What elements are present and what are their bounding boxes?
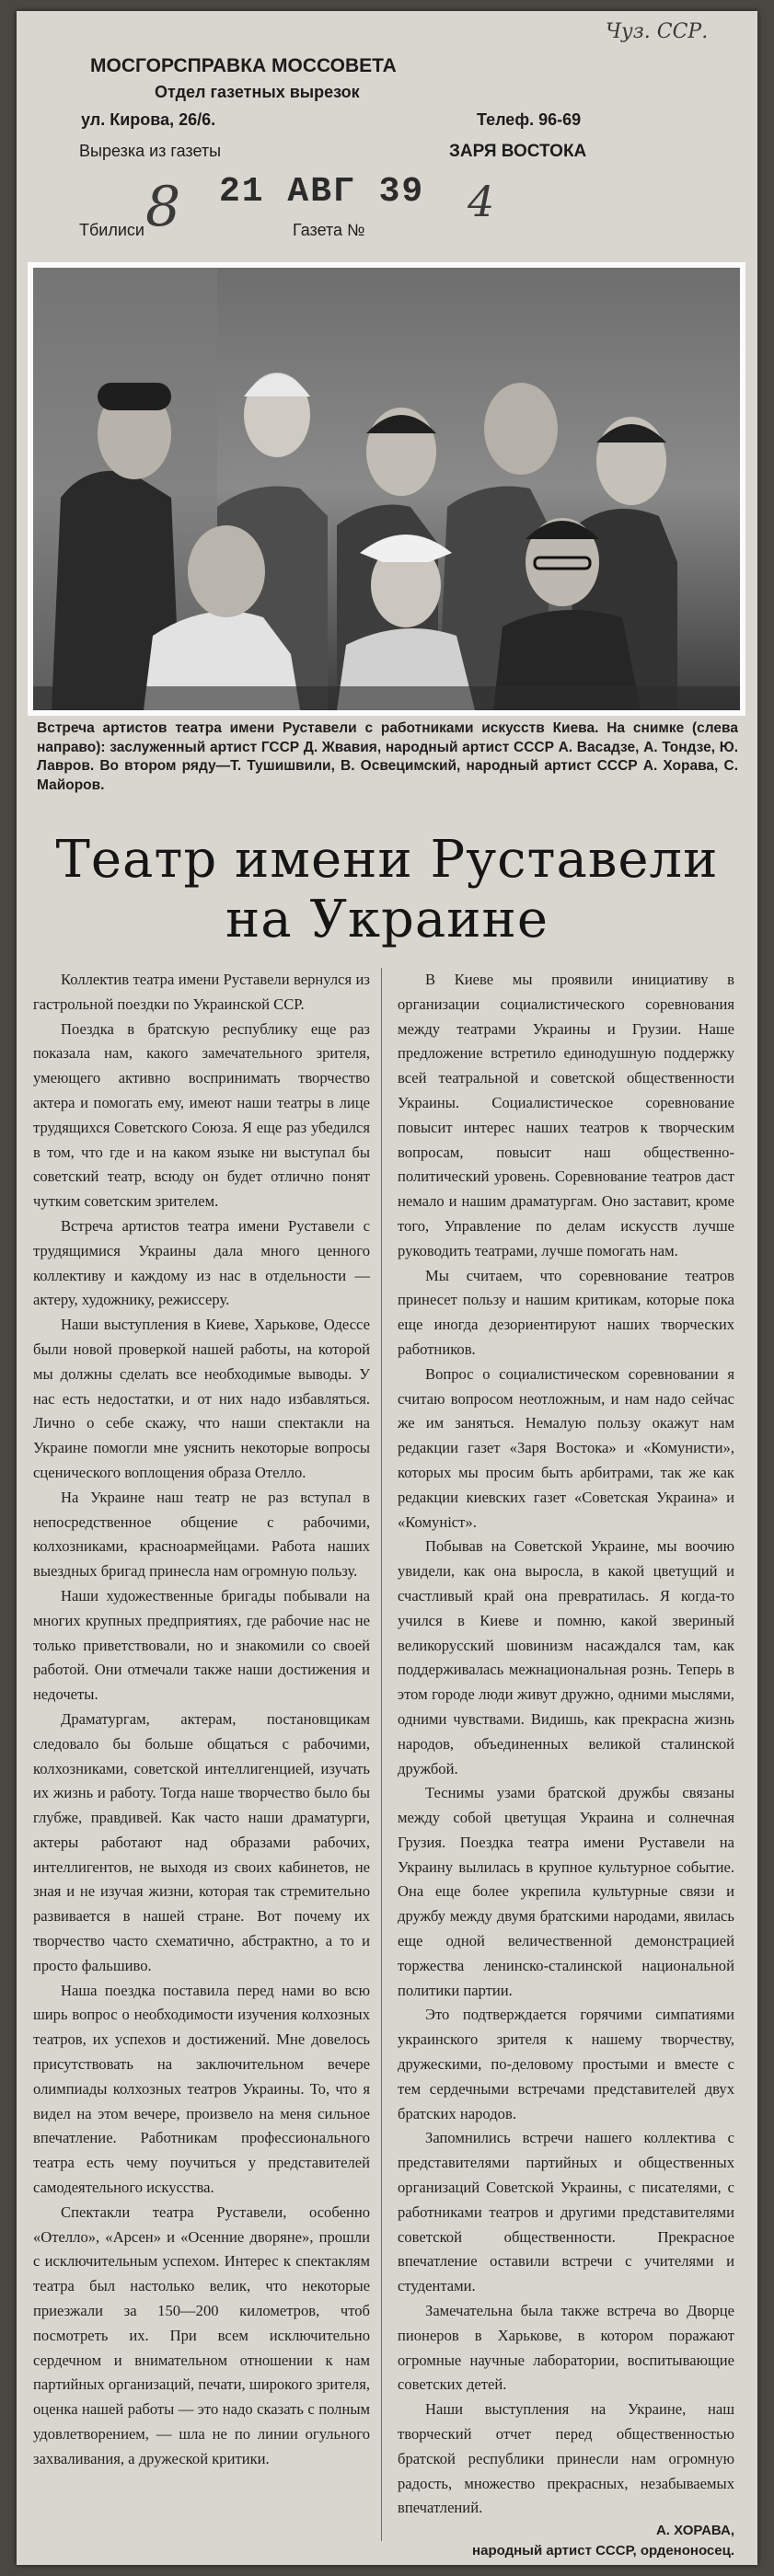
handwritten-corner-note: Чуз. ССР. (606, 20, 709, 43)
paragraph: Замечательна была также встреча во Дворце пионеров в Харькове, в котором поражают огромные научные лаборатории, воспитывающие советских детей. (398, 2302, 734, 2394)
bureau-name: МОСГОРСПРАВКА МОССОВЕТА (90, 55, 397, 76)
paragraph: Встреча артистов театра имени Руставели с трудящимися Украины дала много ценного коллективу и каждому из нас в отдельности — актеру, художнику, режиссеру. (33, 1216, 370, 1309)
paragraph: Наши выступления на Украине, наш творческий отчет перед общественностью братской республики принесли нам огромную радость, множество прекрасных, незабываемых впечатлений. (398, 2400, 734, 2517)
paragraph: Теснимы узами братской дружбы связаны между собой цветущая Украина и солнечная Грузия. Поездка театра имени Руставели на Украину вылилась в крупное культурное событие. Она еще более укрепила культурные связи и дружбу между двумя братскими народами, явилась еще одной величественной демонстрацией торжества ленинско-сталинской национальной политики партии. (398, 1784, 734, 1999)
author-signature-name: А. ХОРАВА, (655, 2523, 734, 2539)
paragraph: Наши выступления в Киеве, Харькове, Одессе были новой проверкой нашей работы, на которой мы должны сделать все необходимые выводы. У нас есть недостатки, и от них надо избавляться. Лично о себе скажу, что наши спектакли на Украине помогли мне уяснить некоторые вопросы сценического воплощения образа Отелло. (33, 1316, 370, 1481)
gazette-number-label: Газета № (293, 221, 365, 239)
paragraph: Мы считаем, что соревнование театров принесет пользу и нашим критикам, которые пока еще иногда дезориентируют наших творческих работников. (398, 1266, 734, 1358)
article-title-line-2: на Украине (225, 890, 549, 949)
city-label: Тбилиси (79, 221, 144, 239)
photo-caption: Встреча артистов театра имени Руставели с работниками искусств Киева. На снимке (слева направо): заслуженный артист ГССР Д. Жвавия, народный артист СССР А. Васадзе, А. Тондзе, Ю. Лавров. Во втором ряду—Т. Тушишвили, В. Освецимский, народный артист СССР А. Хорава, С. Майоров. (37, 720, 738, 793)
paragraph: Поездка в братскую республику еще раз показала нам, какого замечательного зрителя, умеющего активно воспринимать творчество актера и помогать ему, имеют наши театры в лице трудящихся Советского Союза. Я еще раз убедился в том, что где и на каком языке ни выступал бы советский театр, всюду он будет отлично понят чутким советским зрителем. (33, 1019, 370, 1211)
paragraph: Наша поездка поставила перед нами во всю ширь вопрос о необходимости изучения колхозных театров, их успехов и достижений. Мне довелось присутствовать на заключительном вечере олимпиады колхозных театров Украины. То, что я видел на этом вечере, произвело на меня сильное впечатление. Работникам профессионального театра есть чему поучиться у представителей самодеятельного искусства. (33, 1981, 370, 2197)
group-photo-frame (28, 262, 745, 716)
bureau-phone: Телеф. 96-69 (477, 110, 582, 129)
date-stamp: 21 АВГ 39 (219, 172, 425, 212)
paragraph: Это подтверждается горячими симпатиями украинского зрителя к нашему творчеству, дружескими, по-деловому простыми и вместе с тем сердечными встречами представителей двух братских народов. (398, 2006, 734, 2122)
department-name: Отдел газетных вырезок (155, 83, 360, 101)
paragraph: В Киеве мы проявили инициативу в организации социалистического соревнования между театрами Украины и Грузии. Наше предложение встретило единодушную поддержку всей театральной и советской общественности Украины. Социалистическое соревнование повысит интерес наших театров к творческим вопросам, повысит наш общественно-политический уровень. Соревнование театров даст немало и нашим драматургам. Оно заставит, кроме того, Управление по делам искусств лучше руководить театрами, лучше помогать нам. (398, 971, 734, 1259)
paragraph: Побывав на Советской Украине, мы воочию увидели, как она выросла, в какой цветущий и счастливый край она превратилась. Я когда-то учился в Киеве и помню, какой звериный великорусский шовинизм насаждался там, как поддерживалась межнациональная рознь. Теперь в этом городе люди живут дружно, одними мыслями, одними чувствами. Видишь, как прекрасна жизнь народов, объединенных великой сталинской дружбой. (398, 1537, 734, 1777)
author-signature-title: народный артист СССР, орденоносец. (472, 2543, 734, 2559)
paragraph: Коллектив театра имени Руставели вернулся из гастрольной поездки по Украинской ССР. (33, 971, 370, 1013)
paragraph: Драматургам, актерам, постановщикам следовало бы больше общаться с рабочими, колхозниками, советской интеллигенцией, изучать их жизнь и работу. Тогда наше творчество было бы глубже, правдивей. Как часто наши драматурги, актеры работают над образами рабочих, интеллигентов, не выходя из своих кабинетов, не зная и не изучая жизни, которая так стремительно развивается в нашей стране. Вот почему их творчество часто схематично, абстрактно, а то и просто фальшиво. (33, 1709, 370, 1974)
paragraph: На Украине наш театр не раз вступал в непосредственное общение с рабочими, колхозниками, красноармейцами. Работа наших выездных бригад принесла нам огромную пользу. (33, 1488, 370, 1581)
paragraph: Вопрос о социалистическом соревновании я считаю вопросом неотложным, и нам надо сейчас же им заняться. Немалую пользу окажут нам редакции газет «Заря Востока» и «Комунисти», которых мы просим быть арбитрами, так же как редакции киевских газет «Советская Украина» и «Комунiст». (398, 1364, 734, 1531)
clipping-header (17, 11, 757, 259)
article-title-line-1: Театр имени Руставели (55, 830, 719, 890)
handwritten-mark: 4 (468, 177, 495, 226)
bureau-address: ул. Кирова, 26/6. (81, 110, 216, 129)
paragraph: Спектакли театра Руставели, особенно «Отелло», «Арсен» и «Осенние дворяне», прошли с исключительным успехом. Интерес к спектаклям театра был настолько велик, что некоторые приезжали за 150—200 километров, чтоб посмотреть их. При всем исключительно сердечном и внимательном отношении к нам партийных организаций, печати, широкого зрителя, оценка нашей работы — это надо сказать с полным удовлетворением, — шла не по линии огульного захваливания, а дружеской критики. (33, 2202, 370, 2467)
paragraph: Запомнились встречи нашего коллектива с представителями партийных и общественных организаций Советской Украины, с писателями, с работниками театров и другими представителями советской общественности. Прекрасное впечатление оставили встречи с учителями и студентами. (398, 2129, 734, 2295)
handwritten-number: 8 (145, 175, 181, 239)
group-photo (33, 268, 740, 710)
newspaper-name: ЗАРЯ ВОСТОКА (449, 142, 587, 161)
clipping-label: Вырезка из газеты (79, 142, 222, 160)
article-column-right (398, 968, 734, 2561)
newspaper-clipping (17, 11, 757, 2565)
column-divider (381, 968, 382, 2541)
article-column-left (33, 968, 370, 2472)
paragraph: Наши художественные бригады побывали на многих крупных предприятиях, где рабочие нас не только приветствовали, но и знакомили со своей работой. Они отмечали также наши достижения и недочеты. (33, 1586, 370, 1704)
